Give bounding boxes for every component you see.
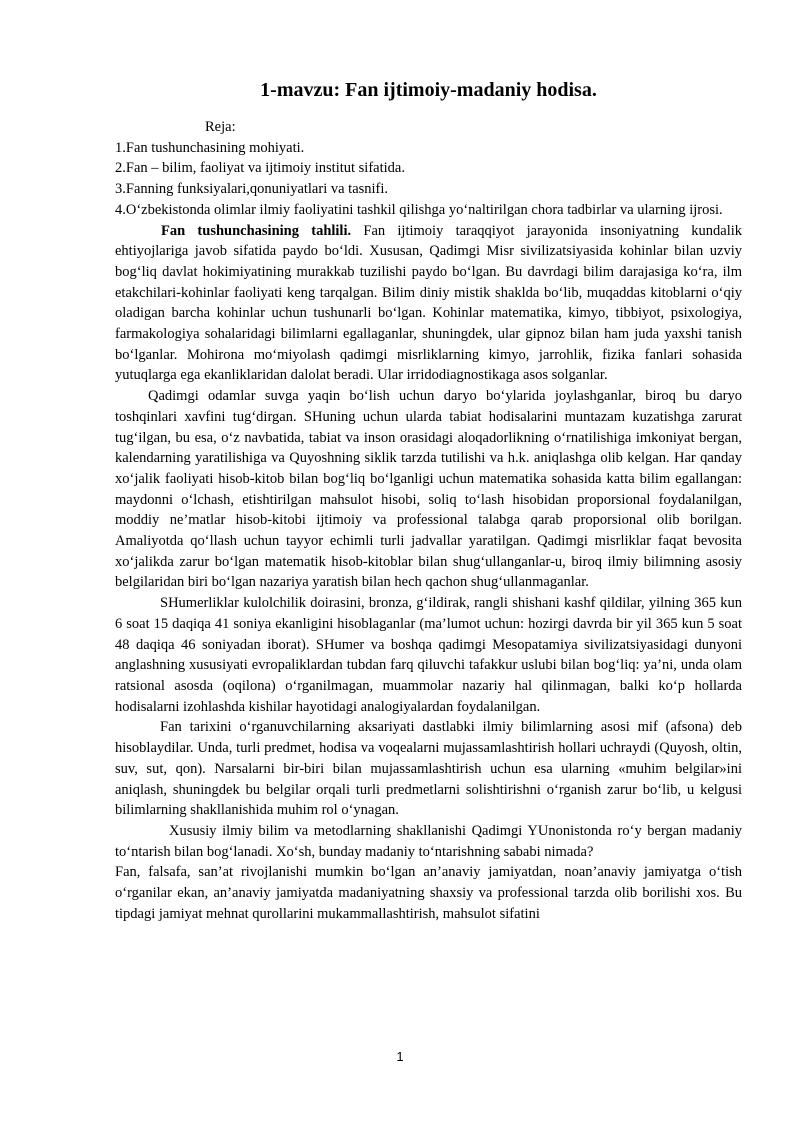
plan-item-1: 1.Fan tushunchasining mohiyati. xyxy=(115,139,305,156)
paragraph-5: Xususiy ilmiy bilim va metodlarning shakllanishi Qadimgi YUnonistonda ro‘y bergan madaniy to‘ntarish bilan bog‘lanadi. Xo‘sh, bunday madaniy to‘ntarishning sababi nimada? xyxy=(115,822,742,860)
document-body xyxy=(115,117,742,924)
plan-item-3: 3.Fanning funksiyalari,qonuniyatlari va tasnifi. xyxy=(115,181,389,198)
paragraph-2: Qadimgi odamlar suvga yaqin bo‘lish uchun daryo bo‘ylarida joylashganlar, biroq bu daryo toshqinlari xavfini tug‘dirgan. SHuning uchun ularda tabiat hodisalarini muntazam kuzatishga zarurat tug‘ilgan, bu esa, o‘z navbatida, tabiat va inson orasidagi aloqadorlikning o‘rnatilishiga imkoniyat bergan, kalendarning yaratilishiga va Quyoshning siklik tarzda tutilishi va h.k. aniqlashga olib kelgan. Har qanday xo‘jalik faoliyati hisob-kitob bilan bog‘liq bo‘lganligi uchun matematika sohasida katta bilim egallangan: maydonni o‘lchash, etishtirilgan mahsulot hisobi, soliq to‘lash hisobidan proporsional foydalanilgan, moddiy ne’matlar hisob-kitobi ijtimoiy va professional talabga qarab proporsional olib borilgan. Amaliyotda qo‘llash uchun tayyor echimli turli jadvallar yaratilgan. Qadimgi misrliklar faqat bevosita xo‘jalikda zarur bo‘lgan matematik hisob-kitoblar bilan shug‘ullanganlar-u, biroq ilmiy bilimning asosiy belgilaridan biri bo‘lgan nazariya yaratish bilan hech qachon shug‘ullanmaganlar. xyxy=(115,388,742,591)
paragraph-1 xyxy=(115,221,742,387)
paragraph-3: SHumerliklar kulolchilik doirasini, bronza, g‘ildirak, rangli shishani kashf qildilar, yilning 365 kun 6 soat 15 daqiqa 41 soniya ekanligini hisoblaganlar (ma’lumot uchun: hozirgi davrda bir yil 365 kun 5 soat 48 daqiqa 46 soniyadan iborat). SHumer va boshqa qadimgi Mesopatamiya sivilizatsiyasidagi dunyoni anglashning xususiyati evropaliklardan tubdan farq qiluvchi tafakkur uslubi bilan bog‘liq: ya’ni, unda olam ratsional asosda (oqilona) o‘rganilmagan, muammolar nazariy hal qilinmagan, balki ko‘p hollarda hodisalarni izohlashda kishilar hayotidagi analogiyalardan foydalanilgan. xyxy=(115,595,742,715)
plan-item-2: 2.Fan – bilim, faoliyat va ijtimoiy institut sifatida. xyxy=(115,160,405,177)
paragraph-1-text: Fan ijtimoiy taraqqiyot jarayonida insoniyatning kundalik ehtiyojlariga javob sifatida paydo bo‘ldi. Xususan, Qadimgi Misr sivilizatsiyasida kohinlar bilan uzviy bog‘liq davlat hokimiyatining murakkab tuzilishi paydo bo‘lgan. Bu davrdagi bilim darajasiga ko‘ra, ilm etakchilari-kohinlar faoliyati keng tarqalgan. Bilim diniy mistik shaklda bo‘lib, muqaddas kitoblarni o‘qiy oladigan barcha kohinlar uchun tushunarli bo‘lgan. Kohinlar matematika, kimyo, tibbiyot, psixologiya, farmakologiya sohalaridagi bilimlarni egallaganlar, shuningdek, ular gipnoz bilan ham juda yaxshi tanish bo‘lganlar. Mohirona mo‘miyolash qadimgi misrliklarning kimyo, jarrohlik, fizika fanlari sohasida yutuqlarga ega ekanliklaridan dalolat beradi. Ular irridodiagnostikaga asos solganlar. xyxy=(115,222,742,384)
paragraph-6: Fan, falsafa, san’at rivojlanishi mumkin bo‘lgan an’anaviy jamiyatdan, noan’anaviy jamiyatga o‘tish o‘rganilar ekan, an’anaviy jamiyatda madaniyatning shaxsiy va professional tarzda olib borilishi xos. Bu tipdagi jamiyat mehnat qurollarini mukammallashtirish, mahsulot sifatini xyxy=(115,864,742,922)
plan-label: Reja: xyxy=(205,119,236,135)
paragraph-4: Fan tarixini o‘rganuvchilarning aksariyati dastlabki ilmiy bilimlarning asosi mif (afsona) deb hisoblaydilar. Unda, turli predmet, hodisa va voqealarni mujassamlashtirish hollari uchraydi (Quyosh, oltin, suv, sut, qon). Narsalarni bir-biri bilan mujassamlashtirish uchun esa ularning «muhim belgilar»ini aniqlash, shuningdek bu belgilar orqali turli predmetlarni solishtirishni o‘rganish zarur bo‘lib, u kelgusi bilimlarning shakllanishida muhim rol o‘ynagan. xyxy=(115,719,742,819)
page-title: 1-mavzu: Fan ijtimoiy-madaniy hodisa. xyxy=(260,79,597,101)
page-number: 1 xyxy=(396,1049,404,1064)
plan-item-4: 4.O‘zbekistonda olimlar ilmiy faoliyatini tashkil qilishga yo‘naltirilgan chora tadbirlar va ularning ijrosi. xyxy=(115,201,723,218)
section-heading: Fan tushunchasining tahlili. xyxy=(161,222,352,239)
